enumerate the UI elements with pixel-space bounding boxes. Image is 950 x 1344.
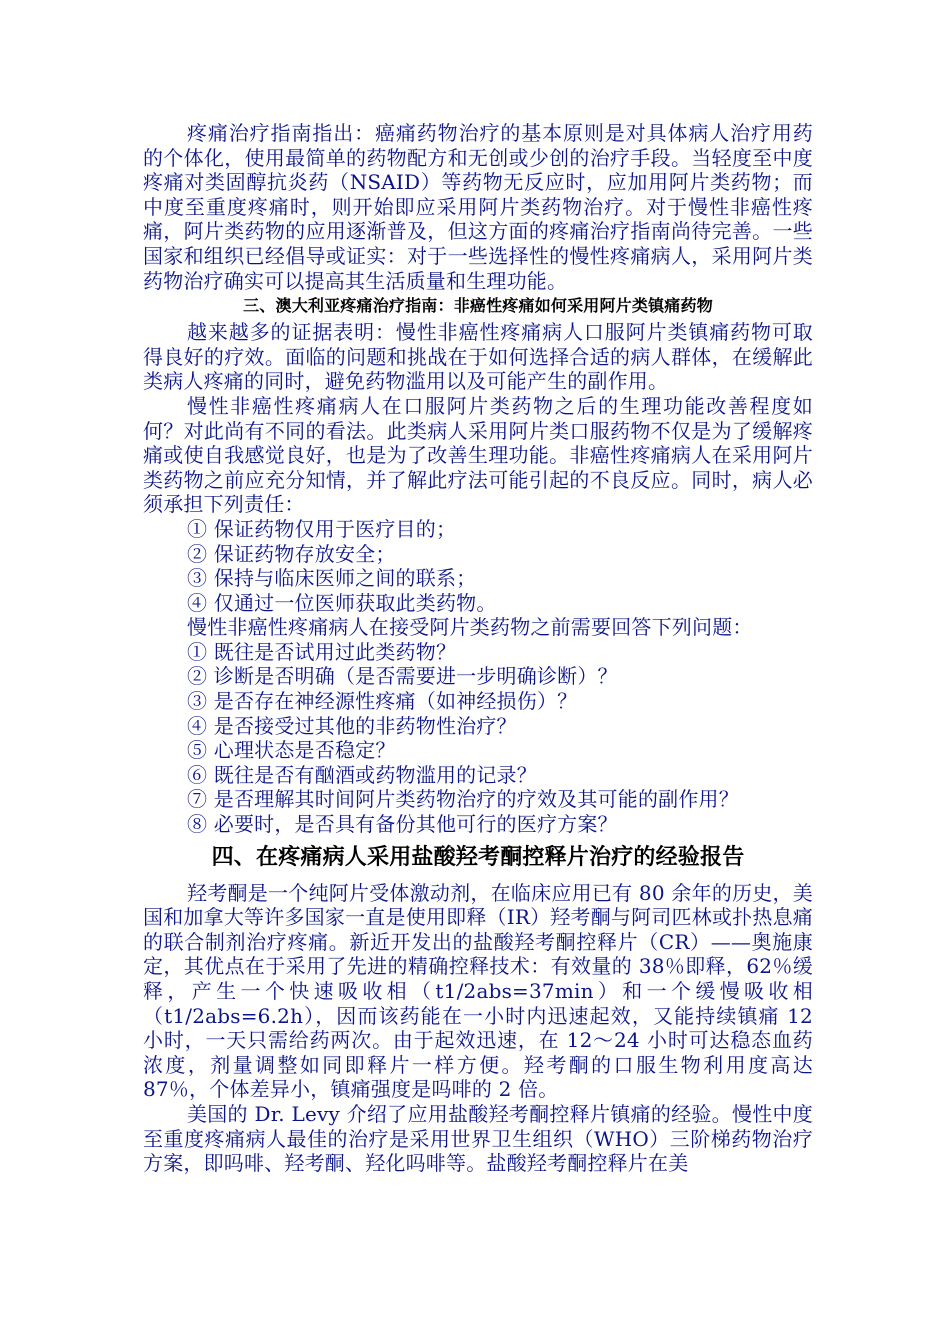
question-list [143, 640, 813, 837]
section-heading-4: 四、在疼痛病人采用盐酸羟考酮控释片治疗的经验报告 [211, 844, 745, 870]
list-item: ④ 是否接受过其他的非药物性治疗？ [187, 713, 517, 738]
list-item: ② 保证药物存放安全； [187, 541, 396, 566]
list-item: ③ 是否存在神经源性疼痛（如神经损伤）？ [187, 689, 578, 714]
list-item: ⑦ 是否理解其时间阿片类药物治疗的疗效及其可能的副作用？ [187, 787, 739, 812]
list-item: ④ 仅通过一位医师获取此类药物。 [187, 590, 497, 615]
paragraph-pain-guideline: 疼痛治疗指南指出：癌痛药物治疗的基本原则是对具体病人治疗用药的个体化，使用最简单的药物配方和无创或少创的治疗手段。当轻度至中度疼痛对类固醇抗炎药（NSAID）等药物无反应时，应加用阿片类药物；而中度至重度疼痛时，则开始即应采用阿片类药物治疗。对于慢性非癌性疼痛，阿片类药物的应用逐渐普及，但这方面的疼痛治疗指南尚待完善。一些国家和组织已经倡导或证实：对于一些选择性的慢性疼痛病人，采用阿片类药物治疗确实可以提高其生活质量和生理功能。 [143, 121, 813, 293]
paragraph-oxycodone-intro: 羟考酮是一个纯阿片受体激动剂，在临床应用已有 80 余年的历史，美国和加拿大等许多国家一直是使用即释（IR）羟考酮与阿司匹林或扑热息痛的联合制剂治疗疼痛。新近开发出的盐酸羟考酮控释片（CR）——奥施康定，其优点在于采用了先进的精确控释技术：有效量的 38％即释，62％缓释，产生一个快速吸收相（t1/2abs=37min）和一个缓慢吸收相（t1/2abs=6.2h），因而该药能在一小时内迅速起效，又能持续镇痛 12 小时，一天只需给药两次。由于起效迅速，在 12～24 小时可达稳态血药浓度，剂量调整如同即释片一样方便。羟考酮的口服生物利用度高达 87％，个体差异小，镇痛强度是吗啡的 2 倍。 [143, 880, 813, 1102]
paragraph-evidence: 越来越多的证据表明：慢性非癌性疼痛病人口服阿片类镇痛药物可取得良好的疗效。面临的问题和挑战在于如何选择合适的病人群体，在缓解此类病人疼痛的同时，避免药物滥用以及可能产生的副作用。 [143, 320, 813, 394]
list-item: ⑤ 心理状态是否稳定？ [187, 738, 396, 763]
list-item: ⑧ 必要时，是否具有备份其他可行的医疗方案？ [187, 812, 618, 837]
list-item: ① 既往是否试用过此类药物？ [187, 639, 457, 664]
document-page [143, 121, 813, 1176]
list-item: ② 诊断是否明确（是否需要进一步明确诊断）？ [187, 664, 618, 689]
list-item: ① 保证药物仅用于医疗目的； [187, 516, 457, 541]
responsibility-list [143, 517, 813, 615]
list-item: ③ 保持与临床医师之间的联系； [187, 566, 477, 591]
list-item: ⑥ 既往是否有酗酒或药物滥用的记录？ [187, 762, 537, 787]
section-heading-3: 三、澳大利亚疼痛治疗指南：非癌性疼痛如何采用阿片类镇痛药物 [243, 296, 713, 316]
paragraph-physiological-function: 慢性非癌性疼痛病人在口服阿片类药物之后的生理功能改善程度如何？对此尚有不同的看法。此类病人采用阿片类口服药物不仅是为了缓解疼痛或使自我感觉良好，也是为了改善生理功能。非癌性疼痛病人在采用阿片类药物之前应充分知情，并了解此疗法可能引起的不良反应。同时，病人必须承担下列责任： [143, 393, 813, 517]
paragraph-questions-intro: 慢性非癌性疼痛病人在接受阿片类药物之前需要回答下列问题： [187, 615, 753, 640]
paragraph-dr-levy: 美国的 Dr. Levy 介绍了应用盐酸羟考酮控释片镇痛的经验。慢性中度至重度疼痛病人最佳的治疗是采用世界卫生组织（WHO）三阶梯药物治疗方案，即吗啡、羟考酮、羟化吗啡等。盐酸羟考酮控释片在美 [143, 1101, 813, 1176]
